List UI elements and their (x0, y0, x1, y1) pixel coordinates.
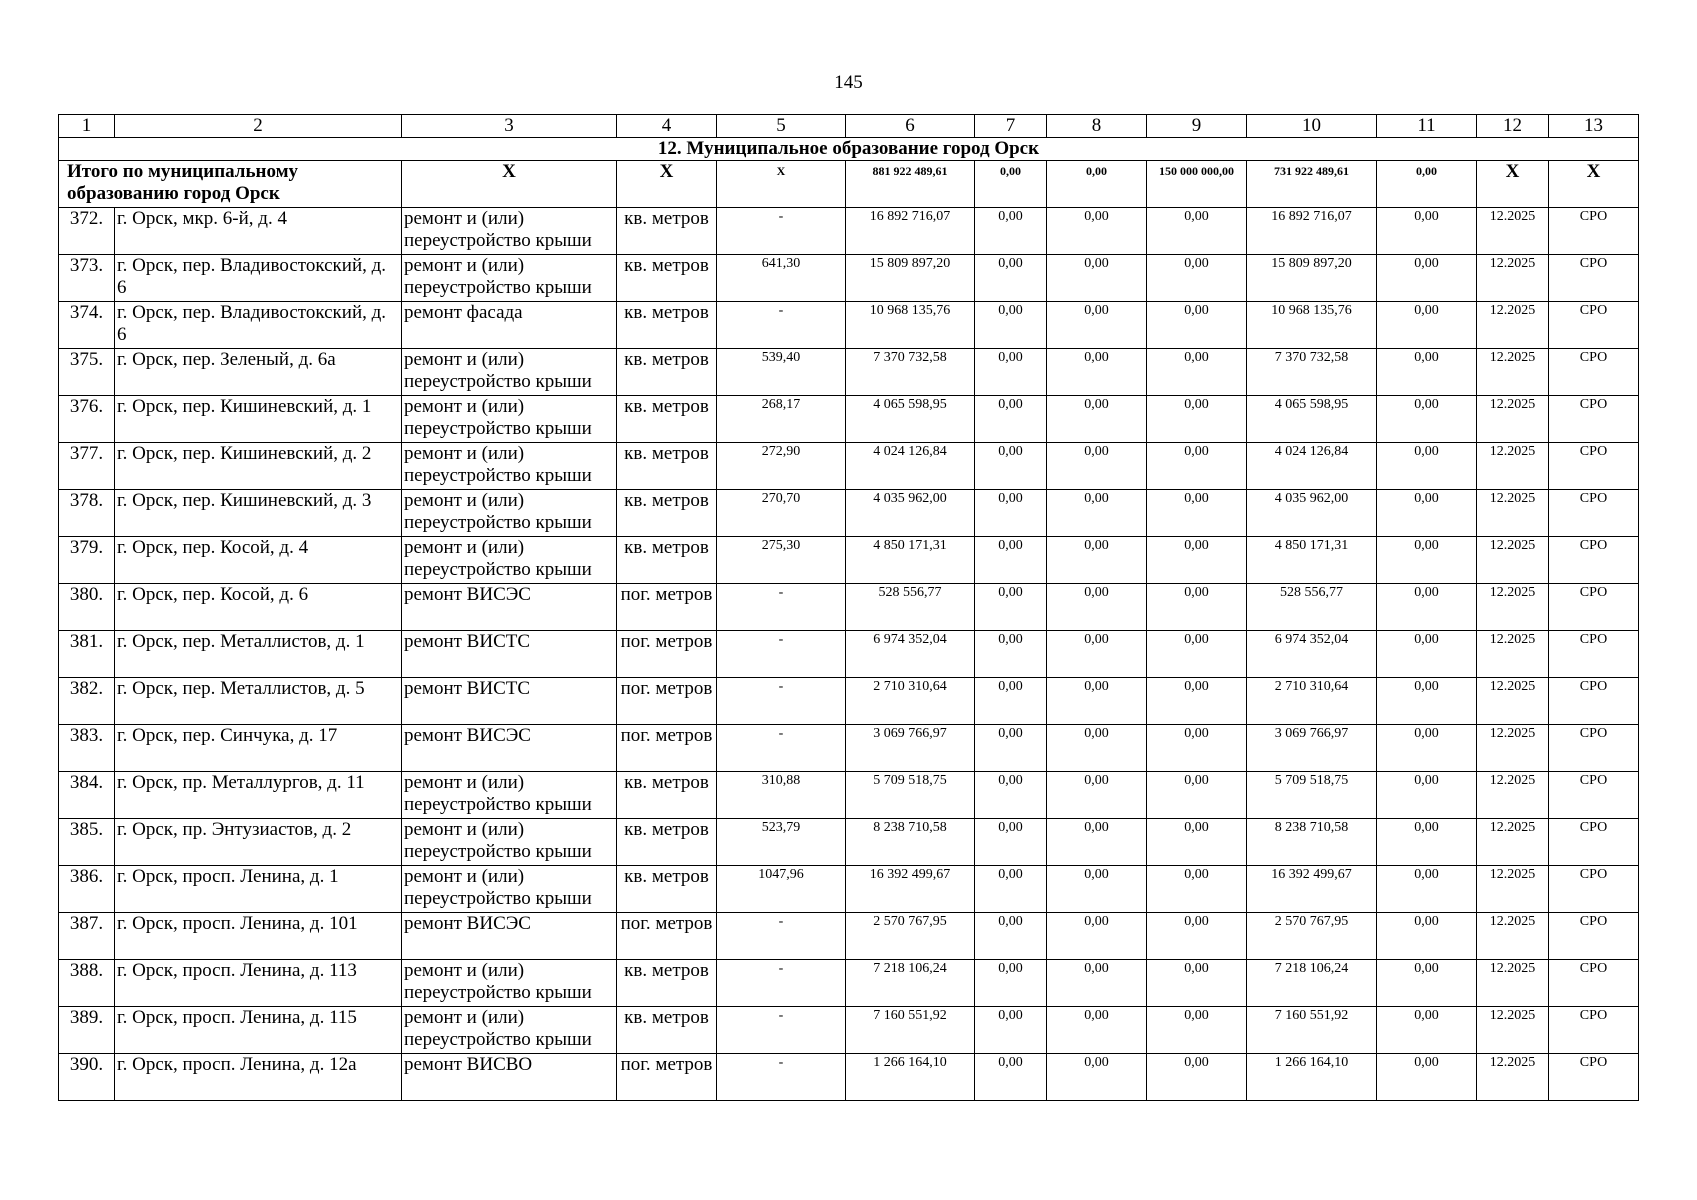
row-col10: 15 809 897,20 (1247, 255, 1377, 302)
row-unit: кв. метров (617, 396, 717, 443)
row-executor: СРО (1549, 255, 1639, 302)
row-area: - (717, 725, 846, 772)
row-number: 380. (59, 584, 115, 631)
table-row (59, 913, 1639, 960)
row-col7: 0,00 (975, 584, 1047, 631)
row-col9: 0,00 (1147, 584, 1247, 631)
row-address: г. Орск, просп. Ленина, д. 12а (115, 1054, 402, 1101)
page-number: 145 (834, 72, 863, 93)
row-work-type: ремонт ВИСЭС (402, 584, 617, 631)
row-work-type: ремонт ВИСТС (402, 631, 617, 678)
row-total-cost: 1 266 164,10 (846, 1054, 975, 1101)
row-work-type: ремонт ВИСТС (402, 678, 617, 725)
table-row (59, 819, 1639, 866)
column-number: 3 (402, 115, 617, 138)
row-col8: 0,00 (1047, 584, 1147, 631)
row-number: 383. (59, 725, 115, 772)
total-date: X (1477, 161, 1549, 208)
column-number: 6 (846, 115, 975, 138)
row-col10: 3 069 766,97 (1247, 725, 1377, 772)
row-number: 385. (59, 819, 115, 866)
row-area: - (717, 1007, 846, 1054)
row-date: 12.2025 (1477, 725, 1549, 772)
row-unit: пог. метров (617, 1054, 717, 1101)
table-row (59, 349, 1639, 396)
total-col8: 0,00 (1047, 161, 1147, 208)
row-area: 523,79 (717, 819, 846, 866)
column-number: 4 (617, 115, 717, 138)
row-date: 12.2025 (1477, 772, 1549, 819)
row-col9: 0,00 (1147, 1007, 1247, 1054)
row-work-type: ремонт и (или) переустройство крыши (402, 396, 617, 443)
capital-repair-table (58, 114, 1639, 1101)
row-total-cost: 7 160 551,92 (846, 1007, 975, 1054)
row-col9: 0,00 (1147, 537, 1247, 584)
row-col9: 0,00 (1147, 725, 1247, 772)
row-address: г. Орск, просп. Ленина, д. 115 (115, 1007, 402, 1054)
row-area: 272,90 (717, 443, 846, 490)
total-col10: 731 922 489,61 (1247, 161, 1377, 208)
row-work-type: ремонт и (или) переустройство крыши (402, 1007, 617, 1054)
row-col7: 0,00 (975, 302, 1047, 349)
row-col11: 0,00 (1377, 255, 1477, 302)
row-executor: СРО (1549, 302, 1639, 349)
row-col11: 0,00 (1377, 678, 1477, 725)
total-unit: X (617, 161, 717, 208)
row-total-cost: 15 809 897,20 (846, 255, 975, 302)
row-col7: 0,00 (975, 725, 1047, 772)
row-col9: 0,00 (1147, 678, 1247, 725)
row-col10: 16 392 499,67 (1247, 866, 1377, 913)
row-unit: кв. метров (617, 960, 717, 1007)
row-total-cost: 4 065 598,95 (846, 396, 975, 443)
row-date: 12.2025 (1477, 678, 1549, 725)
row-col11: 0,00 (1377, 960, 1477, 1007)
row-col7: 0,00 (975, 678, 1047, 725)
row-work-type: ремонт и (или) переустройство крыши (402, 349, 617, 396)
row-col10: 7 370 732,58 (1247, 349, 1377, 396)
row-unit: кв. метров (617, 1007, 717, 1054)
row-col7: 0,00 (975, 819, 1047, 866)
row-area: - (717, 913, 846, 960)
row-executor: СРО (1549, 631, 1639, 678)
row-number: 378. (59, 490, 115, 537)
column-number: 7 (975, 115, 1047, 138)
row-col7: 0,00 (975, 631, 1047, 678)
row-address: г. Орск, пер. Косой, д. 4 (115, 537, 402, 584)
table-row (59, 584, 1639, 631)
row-address: г. Орск, мкр. 6-й, д. 4 (115, 208, 402, 255)
total-col7: 0,00 (975, 161, 1047, 208)
row-work-type: ремонт и (или) переустройство крыши (402, 537, 617, 584)
row-col10: 4 035 962,00 (1247, 490, 1377, 537)
row-col10: 4 065 598,95 (1247, 396, 1377, 443)
row-area: - (717, 584, 846, 631)
row-col7: 0,00 (975, 866, 1047, 913)
row-area: 310,88 (717, 772, 846, 819)
row-executor: СРО (1549, 537, 1639, 584)
row-date: 12.2025 (1477, 537, 1549, 584)
row-unit: пог. метров (617, 584, 717, 631)
row-col10: 4 850 171,31 (1247, 537, 1377, 584)
row-total-cost: 4 035 962,00 (846, 490, 975, 537)
row-date: 12.2025 (1477, 584, 1549, 631)
row-date: 12.2025 (1477, 302, 1549, 349)
row-address: г. Орск, пер. Синчука, д. 17 (115, 725, 402, 772)
total-work-type: X (402, 161, 617, 208)
table-row (59, 255, 1639, 302)
row-unit: кв. метров (617, 443, 717, 490)
column-number: 5 (717, 115, 846, 138)
row-work-type: ремонт и (или) переустройство крыши (402, 866, 617, 913)
row-col8: 0,00 (1047, 913, 1147, 960)
row-col10: 7 218 106,24 (1247, 960, 1377, 1007)
row-date: 12.2025 (1477, 1054, 1549, 1101)
row-col11: 0,00 (1377, 490, 1477, 537)
row-total-cost: 7 370 732,58 (846, 349, 975, 396)
row-area: 268,17 (717, 396, 846, 443)
row-executor: СРО (1549, 913, 1639, 960)
row-address: г. Орск, пер. Металлистов, д. 1 (115, 631, 402, 678)
table-row (59, 396, 1639, 443)
row-col10: 528 556,77 (1247, 584, 1377, 631)
row-col11: 0,00 (1377, 349, 1477, 396)
row-col8: 0,00 (1047, 1054, 1147, 1101)
row-col8: 0,00 (1047, 678, 1147, 725)
total-area: X (717, 161, 846, 208)
total-label: Итого по муниципальному образованию город Орск (59, 161, 402, 208)
total-cost: 881 922 489,61 (846, 161, 975, 208)
total-row (59, 161, 1639, 208)
row-col7: 0,00 (975, 537, 1047, 584)
row-number: 377. (59, 443, 115, 490)
total-col9: 150 000 000,00 (1147, 161, 1247, 208)
table-row (59, 866, 1639, 913)
table-row (59, 443, 1639, 490)
row-unit: кв. метров (617, 772, 717, 819)
row-executor: СРО (1549, 725, 1639, 772)
row-area: 1047,96 (717, 866, 846, 913)
column-number: 1 (59, 115, 115, 138)
row-total-cost: 4 850 171,31 (846, 537, 975, 584)
row-unit: пог. метров (617, 913, 717, 960)
table-row (59, 678, 1639, 725)
row-col9: 0,00 (1147, 866, 1247, 913)
row-col9: 0,00 (1147, 349, 1247, 396)
row-address: г. Орск, пер. Зеленый, д. 6а (115, 349, 402, 396)
row-col8: 0,00 (1047, 396, 1147, 443)
row-col9: 0,00 (1147, 772, 1247, 819)
row-area: - (717, 631, 846, 678)
row-number: 374. (59, 302, 115, 349)
row-col8: 0,00 (1047, 490, 1147, 537)
row-col11: 0,00 (1377, 725, 1477, 772)
row-executor: СРО (1549, 349, 1639, 396)
row-col11: 0,00 (1377, 913, 1477, 960)
row-work-type: ремонт и (или) переустройство крыши (402, 208, 617, 255)
row-address: г. Орск, просп. Ленина, д. 101 (115, 913, 402, 960)
column-number-row (59, 115, 1639, 138)
table-row (59, 490, 1639, 537)
row-executor: СРО (1549, 443, 1639, 490)
row-address: г. Орск, просп. Ленина, д. 1 (115, 866, 402, 913)
row-col10: 10 968 135,76 (1247, 302, 1377, 349)
row-col8: 0,00 (1047, 960, 1147, 1007)
row-unit: пог. метров (617, 725, 717, 772)
row-address: г. Орск, пер. Владивостокский, д. 6 (115, 302, 402, 349)
row-col8: 0,00 (1047, 443, 1147, 490)
row-number: 379. (59, 537, 115, 584)
row-date: 12.2025 (1477, 255, 1549, 302)
row-executor: СРО (1549, 819, 1639, 866)
section-title: 12. Муниципальное образование город Орск (59, 138, 1639, 161)
row-number: 376. (59, 396, 115, 443)
row-address: г. Орск, пер. Кишиневский, д. 3 (115, 490, 402, 537)
row-work-type: ремонт и (или) переустройство крыши (402, 772, 617, 819)
column-number: 2 (115, 115, 402, 138)
row-executor: СРО (1549, 1054, 1639, 1101)
row-work-type: ремонт ВИСЭС (402, 725, 617, 772)
row-col11: 0,00 (1377, 584, 1477, 631)
row-unit: кв. метров (617, 819, 717, 866)
row-area: - (717, 208, 846, 255)
row-col8: 0,00 (1047, 819, 1147, 866)
row-col10: 2 570 767,95 (1247, 913, 1377, 960)
row-work-type: ремонт и (или) переустройство крыши (402, 255, 617, 302)
row-col7: 0,00 (975, 396, 1047, 443)
row-col10: 4 024 126,84 (1247, 443, 1377, 490)
row-number: 372. (59, 208, 115, 255)
row-area: 270,70 (717, 490, 846, 537)
row-area: 641,30 (717, 255, 846, 302)
row-total-cost: 5 709 518,75 (846, 772, 975, 819)
row-date: 12.2025 (1477, 349, 1549, 396)
row-date: 12.2025 (1477, 208, 1549, 255)
row-col9: 0,00 (1147, 443, 1247, 490)
row-col8: 0,00 (1047, 772, 1147, 819)
row-executor: СРО (1549, 208, 1639, 255)
row-date: 12.2025 (1477, 913, 1549, 960)
row-col9: 0,00 (1147, 396, 1247, 443)
table-row (59, 1054, 1639, 1101)
row-executor: СРО (1549, 1007, 1639, 1054)
row-col11: 0,00 (1377, 772, 1477, 819)
row-col10: 2 710 310,64 (1247, 678, 1377, 725)
row-col9: 0,00 (1147, 913, 1247, 960)
row-col11: 0,00 (1377, 208, 1477, 255)
row-col7: 0,00 (975, 960, 1047, 1007)
row-col7: 0,00 (975, 208, 1047, 255)
column-number: 9 (1147, 115, 1247, 138)
row-total-cost: 528 556,77 (846, 584, 975, 631)
row-number: 390. (59, 1054, 115, 1101)
row-date: 12.2025 (1477, 443, 1549, 490)
row-number: 384. (59, 772, 115, 819)
row-date: 12.2025 (1477, 631, 1549, 678)
row-col11: 0,00 (1377, 1054, 1477, 1101)
column-number: 13 (1549, 115, 1639, 138)
row-col8: 0,00 (1047, 1007, 1147, 1054)
row-work-type: ремонт и (или) переустройство крыши (402, 443, 617, 490)
row-col11: 0,00 (1377, 302, 1477, 349)
row-col10: 8 238 710,58 (1247, 819, 1377, 866)
row-col8: 0,00 (1047, 725, 1147, 772)
row-col8: 0,00 (1047, 302, 1147, 349)
total-col11: 0,00 (1377, 161, 1477, 208)
table-row (59, 1007, 1639, 1054)
row-col11: 0,00 (1377, 1007, 1477, 1054)
row-date: 12.2025 (1477, 1007, 1549, 1054)
row-col11: 0,00 (1377, 396, 1477, 443)
row-unit: кв. метров (617, 255, 717, 302)
row-col8: 0,00 (1047, 255, 1147, 302)
row-col9: 0,00 (1147, 302, 1247, 349)
row-col7: 0,00 (975, 349, 1047, 396)
row-area: - (717, 960, 846, 1007)
row-address: г. Орск, пр. Металлургов, д. 11 (115, 772, 402, 819)
row-total-cost: 10 968 135,76 (846, 302, 975, 349)
row-total-cost: 2 710 310,64 (846, 678, 975, 725)
row-col7: 0,00 (975, 1007, 1047, 1054)
row-total-cost: 16 892 716,07 (846, 208, 975, 255)
row-area: - (717, 678, 846, 725)
column-number: 11 (1377, 115, 1477, 138)
row-total-cost: 6 974 352,04 (846, 631, 975, 678)
row-date: 12.2025 (1477, 960, 1549, 1007)
row-col7: 0,00 (975, 772, 1047, 819)
row-address: г. Орск, просп. Ленина, д. 113 (115, 960, 402, 1007)
row-address: г. Орск, пер. Кишиневский, д. 1 (115, 396, 402, 443)
row-col10: 1 266 164,10 (1247, 1054, 1377, 1101)
row-col11: 0,00 (1377, 819, 1477, 866)
row-work-type: ремонт и (или) переустройство крыши (402, 819, 617, 866)
row-address: г. Орск, пр. Энтузиастов, д. 2 (115, 819, 402, 866)
row-work-type: ремонт и (или) переустройство крыши (402, 960, 617, 1007)
column-number: 12 (1477, 115, 1549, 138)
row-date: 12.2025 (1477, 819, 1549, 866)
row-number: 381. (59, 631, 115, 678)
row-col10: 7 160 551,92 (1247, 1007, 1377, 1054)
row-work-type: ремонт ВИСЭС (402, 913, 617, 960)
section-title-row (59, 138, 1639, 161)
row-unit: кв. метров (617, 208, 717, 255)
row-unit: кв. метров (617, 537, 717, 584)
table-row (59, 208, 1639, 255)
row-executor: СРО (1549, 960, 1639, 1007)
row-col9: 0,00 (1147, 1054, 1247, 1101)
row-col7: 0,00 (975, 443, 1047, 490)
row-unit: кв. метров (617, 490, 717, 537)
row-work-type: ремонт фасада (402, 302, 617, 349)
row-unit: кв. метров (617, 349, 717, 396)
row-executor: СРО (1549, 866, 1639, 913)
row-col8: 0,00 (1047, 208, 1147, 255)
row-date: 12.2025 (1477, 396, 1549, 443)
row-executor: СРО (1549, 678, 1639, 725)
row-col9: 0,00 (1147, 960, 1247, 1007)
row-col7: 0,00 (975, 255, 1047, 302)
row-col9: 0,00 (1147, 819, 1247, 866)
row-col10: 5 709 518,75 (1247, 772, 1377, 819)
table-body (59, 115, 1639, 1101)
total-executor: X (1549, 161, 1639, 208)
row-date: 12.2025 (1477, 866, 1549, 913)
row-col8: 0,00 (1047, 631, 1147, 678)
row-area: - (717, 1054, 846, 1101)
row-col10: 16 892 716,07 (1247, 208, 1377, 255)
row-address: г. Орск, пер. Владивостокский, д. 6 (115, 255, 402, 302)
row-area: 275,30 (717, 537, 846, 584)
row-unit: кв. метров (617, 866, 717, 913)
row-unit: кв. метров (617, 302, 717, 349)
table-row (59, 772, 1639, 819)
row-number: 375. (59, 349, 115, 396)
row-col11: 0,00 (1377, 631, 1477, 678)
table-row (59, 302, 1639, 349)
row-number: 386. (59, 866, 115, 913)
row-total-cost: 2 570 767,95 (846, 913, 975, 960)
row-work-type: ремонт и (или) переустройство крыши (402, 490, 617, 537)
row-col8: 0,00 (1047, 349, 1147, 396)
row-number: 387. (59, 913, 115, 960)
row-total-cost: 16 392 499,67 (846, 866, 975, 913)
row-col9: 0,00 (1147, 631, 1247, 678)
table-row (59, 960, 1639, 1007)
row-date: 12.2025 (1477, 490, 1549, 537)
row-col9: 0,00 (1147, 208, 1247, 255)
row-number: 388. (59, 960, 115, 1007)
row-executor: СРО (1549, 584, 1639, 631)
row-total-cost: 4 024 126,84 (846, 443, 975, 490)
row-col8: 0,00 (1047, 537, 1147, 584)
column-number: 8 (1047, 115, 1147, 138)
table-row (59, 725, 1639, 772)
row-col11: 0,00 (1377, 537, 1477, 584)
row-area: 539,40 (717, 349, 846, 396)
row-col8: 0,00 (1047, 866, 1147, 913)
row-number: 382. (59, 678, 115, 725)
row-total-cost: 7 218 106,24 (846, 960, 975, 1007)
row-col9: 0,00 (1147, 255, 1247, 302)
row-col11: 0,00 (1377, 443, 1477, 490)
row-number: 373. (59, 255, 115, 302)
table-row (59, 537, 1639, 584)
row-work-type: ремонт ВИСВО (402, 1054, 617, 1101)
row-col11: 0,00 (1377, 866, 1477, 913)
row-address: г. Орск, пер. Косой, д. 6 (115, 584, 402, 631)
row-col7: 0,00 (975, 490, 1047, 537)
row-address: г. Орск, пер. Кишиневский, д. 2 (115, 443, 402, 490)
row-col9: 0,00 (1147, 490, 1247, 537)
row-address: г. Орск, пер. Металлистов, д. 5 (115, 678, 402, 725)
row-col7: 0,00 (975, 913, 1047, 960)
row-executor: СРО (1549, 396, 1639, 443)
row-executor: СРО (1549, 490, 1639, 537)
column-number: 10 (1247, 115, 1377, 138)
row-unit: пог. метров (617, 678, 717, 725)
row-executor: СРО (1549, 772, 1639, 819)
row-total-cost: 3 069 766,97 (846, 725, 975, 772)
row-number: 389. (59, 1007, 115, 1054)
row-col7: 0,00 (975, 1054, 1047, 1101)
row-col10: 6 974 352,04 (1247, 631, 1377, 678)
row-total-cost: 8 238 710,58 (846, 819, 975, 866)
row-area: - (717, 302, 846, 349)
row-unit: пог. метров (617, 631, 717, 678)
table-row (59, 631, 1639, 678)
